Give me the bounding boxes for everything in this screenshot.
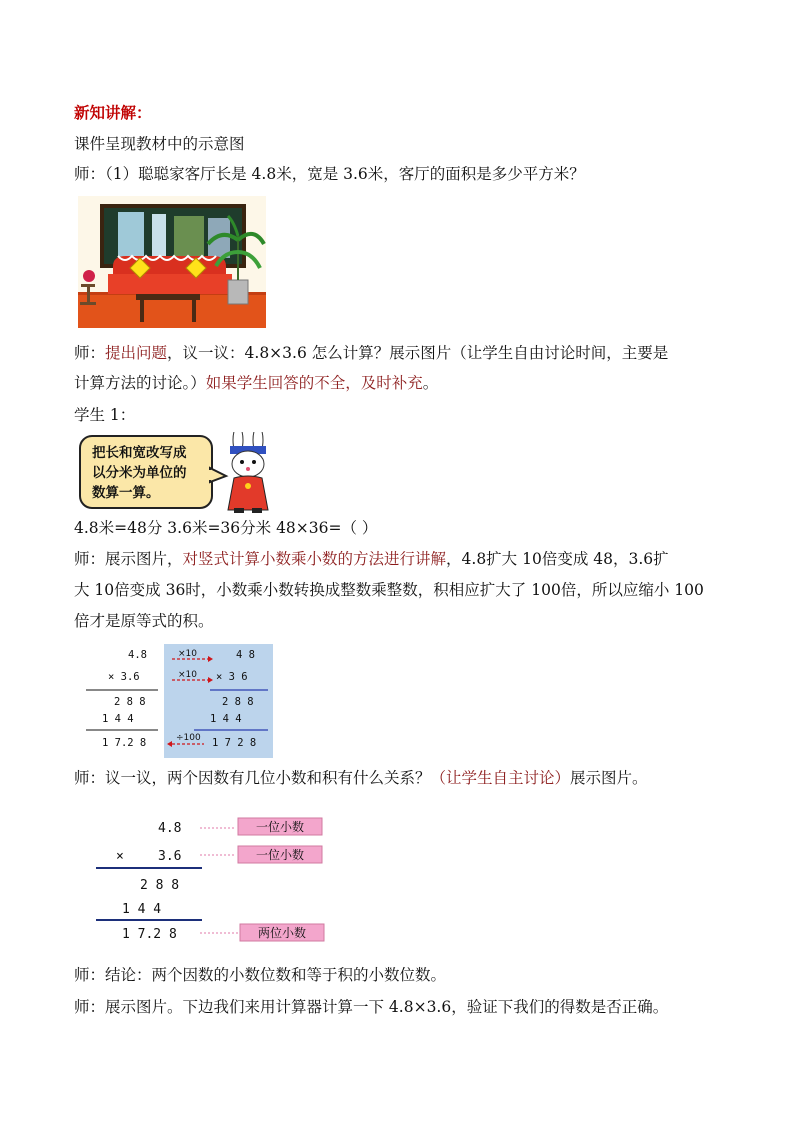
- bubble-line-3: 数算一算。: [92, 485, 160, 501]
- left-partial-1: 2 8 8: [114, 696, 146, 708]
- vertical-multiplication-image: [84, 644, 274, 758]
- left-factor-a: 4.8: [128, 649, 147, 661]
- section-heading: 新知讲解：: [74, 103, 152, 122]
- highlight-self-discuss: （让学生自主讨论）: [430, 769, 571, 787]
- right-partial-2: 1 4 4: [210, 713, 242, 725]
- explain-suffix: ，4.8扩大 10倍变成 48，3.6扩: [446, 550, 669, 568]
- left-result: 1 7.2 8: [102, 737, 147, 749]
- divide-hundred-label: ÷100: [176, 733, 201, 743]
- left-partial-2: 1 4 4: [102, 713, 134, 725]
- discussion-text: ，议一议：4.8×3.6 怎么计算？展示图片（让学生自由讨论时间，主要是: [167, 344, 669, 362]
- explain-line-1: [74, 549, 669, 569]
- conversion-equation: 4.8米=48分 3.6米=36分米 48×36=（ ）: [74, 519, 378, 537]
- student-label: 学生 1：: [74, 406, 136, 424]
- intro-line: 课件呈现教材中的示意图: [74, 135, 245, 153]
- right-result: 1 7 2 8: [212, 737, 257, 749]
- highlight-supplement: 如果学生回答的不全，及时补充: [205, 374, 423, 392]
- bubble-line-2: 以分米为单位的: [92, 465, 187, 481]
- discuss-suffix: 展示图片。: [570, 769, 648, 787]
- explain-line-3: 倍才是原等式的积。: [74, 612, 214, 630]
- discuss-question: 师：议一议，两个因数有几位小数和积有什么关系？: [74, 769, 431, 787]
- discuss-line: [74, 768, 648, 788]
- times-ten-label-2: ×10: [178, 670, 197, 680]
- living-room-image: [78, 196, 266, 328]
- teacher-label: 师：: [74, 344, 106, 362]
- factor-b: 3.6: [158, 849, 182, 864]
- partial-product-2: 1 4 4: [122, 902, 162, 917]
- times-sign: ×: [116, 849, 124, 864]
- right-factor-a: 4 8: [236, 649, 255, 661]
- right-partial-1: 2 8 8: [222, 696, 254, 708]
- tag-text-2: 一位小数: [256, 848, 305, 862]
- factor-a: 4.8: [158, 821, 182, 836]
- tag-text-1: 一位小数: [256, 820, 305, 834]
- explain-prefix: 师：展示图片，: [74, 550, 183, 568]
- bubble-line-1: 把长和宽改写成: [92, 445, 187, 461]
- times-ten-label-1: ×10: [178, 649, 197, 659]
- right-factor-b: × 3 6: [216, 671, 248, 683]
- conclusion-line: 师：结论：两个因数的小数位数和等于积的小数位数。: [74, 966, 447, 984]
- explain-line-2: 大 10倍变成 36时，小数乘小数转换成整数乘整数，积相应扩大了 100倍，所以应缩小 100: [74, 581, 704, 599]
- product: 1 7.2 8: [122, 927, 177, 942]
- left-factor-b: × 3.6: [108, 671, 140, 683]
- discussion-line-2: [74, 373, 438, 393]
- discussion-line-1: [74, 343, 668, 363]
- period: 。: [422, 374, 439, 392]
- calculator-line: 师：展示图片。下边我们来用计算器计算一下 4.8×3.6，验证下我们的得数是否正确。: [74, 998, 669, 1016]
- highlight-raise-question: 提出问题: [105, 344, 168, 362]
- question-line: 师：（1）聪聪家客厅长是 4.8米，宽是 3.6米，客厅的面积是多少平方米？: [74, 165, 585, 183]
- bunny-speech-image: [78, 432, 278, 514]
- tag-text-3: 两位小数: [258, 926, 307, 940]
- decimal-places-image: [94, 814, 334, 946]
- highlight-method: 对竖式计算小数乘小数的方法进行讲解: [182, 550, 447, 568]
- discussion-text-2: 计算方法的讨论。）: [74, 374, 206, 392]
- partial-product-1: 2 8 8: [140, 878, 180, 893]
